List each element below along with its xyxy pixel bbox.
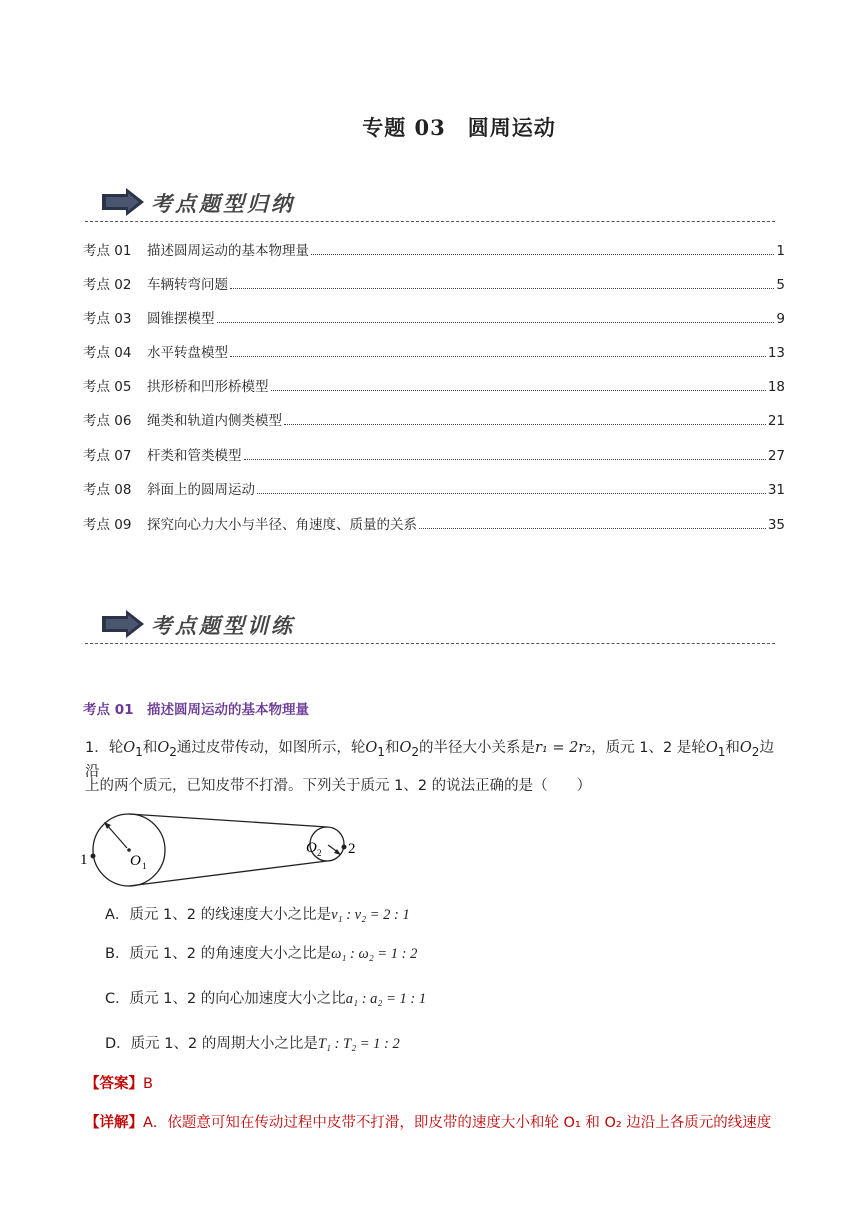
- toc-row[interactable]: [83, 478, 785, 498]
- toc-row[interactable]: [83, 513, 785, 533]
- toc-number: 考点 05: [83, 379, 132, 395]
- toc-row[interactable]: [83, 307, 785, 327]
- toc-number: 考点 01: [83, 243, 132, 259]
- toc-page: 1: [776, 243, 785, 259]
- toc-text: 斜面上的圆周运动: [147, 482, 255, 498]
- toc-page: 27: [767, 448, 785, 464]
- toc-text: 车辆转弯问题: [147, 277, 228, 293]
- toc-text: 杆类和管类模型: [147, 448, 242, 464]
- center-o1-label: O: [130, 853, 141, 869]
- toc-page: 35: [767, 517, 785, 533]
- belt-pulley-figure: [78, 808, 378, 898]
- banner-title: 考点题型训练: [151, 613, 295, 638]
- option-b[interactable]: B．质元 1、2 的角速度大小之比是ω₁ : ω₂ = 1 : 2: [105, 946, 418, 962]
- svg-text:1: 1: [142, 861, 147, 871]
- toc-leader: [311, 254, 774, 255]
- toc-leader: [257, 493, 766, 494]
- toc-leader: [230, 288, 774, 289]
- arrow-icon: [100, 186, 146, 218]
- arrow-icon: [100, 608, 146, 640]
- divider: [85, 221, 775, 222]
- toc-row[interactable]: [83, 341, 785, 361]
- section-banner-training: [85, 608, 775, 644]
- toc-row[interactable]: [83, 239, 785, 259]
- toc-number: 考点 04: [83, 345, 132, 361]
- toc-row[interactable]: [83, 273, 785, 293]
- toc-number: 考点 03: [83, 311, 132, 327]
- option-d[interactable]: D．质元 1、2 的周期大小之比是T₁ : T₂ = 1 : 2: [105, 1036, 400, 1052]
- toc-row[interactable]: [83, 409, 785, 429]
- svg-text:2: 2: [317, 848, 322, 858]
- toc-leader: [419, 528, 766, 529]
- toc-leader: [271, 390, 766, 391]
- toc-row[interactable]: [83, 375, 785, 395]
- toc-leader: [217, 322, 775, 323]
- toc-text: 水平转盘模型: [147, 345, 228, 361]
- toc-text: 圆锥摆模型: [147, 311, 215, 327]
- toc-number: 考点 09: [83, 517, 132, 533]
- center-o2-label: O: [306, 840, 317, 856]
- toc-page: 13: [767, 345, 785, 361]
- option-c[interactable]: C．质元 1、2 的向心加速度大小之比a₁ : a₂ = 1 : 1: [105, 991, 427, 1007]
- point-1-label: 1: [80, 852, 88, 868]
- toc-number: 考点 08: [83, 482, 132, 498]
- divider: [85, 643, 775, 644]
- toc-leader: [230, 356, 766, 357]
- toc-leader: [284, 424, 766, 425]
- toc-row[interactable]: [83, 444, 785, 464]
- toc-text: 描述圆周运动的基本物理量: [147, 243, 309, 259]
- banner-title: 考点题型归纳: [151, 191, 295, 216]
- question-text: 1．轮$O_1$和$O_2$通过皮带传动，如图所示，轮$O_1$和$O_2$的半径大小关系是r₁ = 2r₂，质元 1、2 是轮$O_1$和$O_2$边沿: [85, 740, 774, 780]
- toc-page: 5: [776, 277, 785, 293]
- option-a[interactable]: A．质元 1、2 的线速度大小之比是v₁ : v₂ = 2 : 1: [105, 907, 410, 923]
- toc-text: 拱形桥和凹形桥模型: [147, 379, 269, 395]
- explanation: 【详解】A．依题意可知在传动过程中皮带不打滑，即皮带的速度大小和轮 O₁ 和 O₂ 边沿上各质元的线速度: [85, 1115, 772, 1131]
- answer: 【答案】B: [85, 1076, 153, 1092]
- toc-number: 考点 06: [83, 413, 132, 429]
- toc-text: 绳类和轨道内侧类模型: [147, 413, 282, 429]
- toc-number: 考点 02: [83, 277, 132, 293]
- page-title: 专题 03 圆周运动: [362, 115, 556, 140]
- toc-page: 31: [767, 482, 785, 498]
- toc-page: 9: [776, 311, 785, 327]
- section-banner-summary: [85, 186, 775, 222]
- section-heading: 考点 01 描述圆周运动的基本物理量: [83, 702, 309, 718]
- toc-page: 21: [767, 413, 785, 429]
- toc-page: 18: [767, 379, 785, 395]
- toc-text: 探究向心力大小与半径、角速度、质量的关系: [147, 517, 417, 533]
- toc-number: 考点 07: [83, 448, 132, 464]
- question-text-line2: 上的两个质元，已知皮带不打滑。下列关于质元 1、2 的说法正确的是（ ）: [85, 778, 592, 794]
- toc-leader: [244, 459, 766, 460]
- point-2-label: 2: [348, 841, 356, 857]
